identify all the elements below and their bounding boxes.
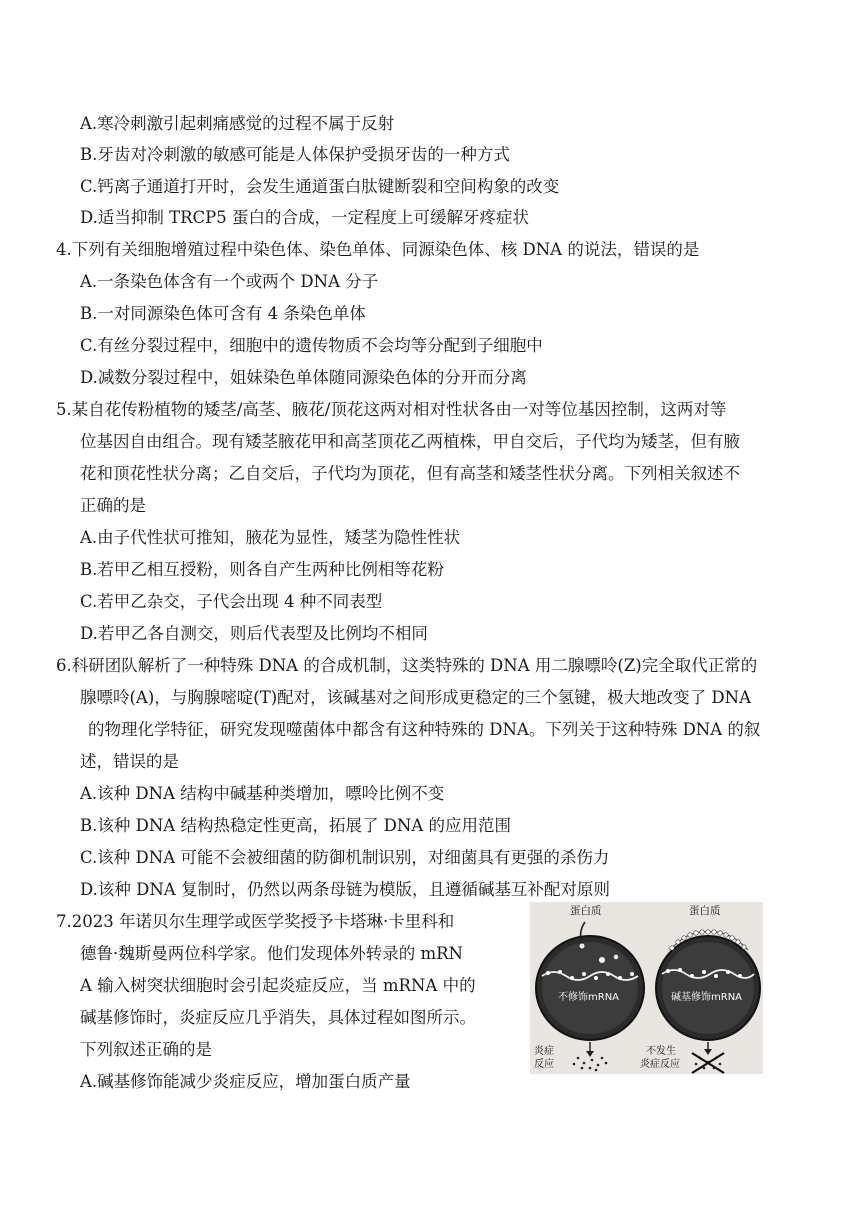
q3-option-a: A.寒冷刺激引起刺痛感觉的过程不属于反射 [80, 114, 395, 133]
q4-stem: 4.下列有关细胞增殖过程中染色体、染色单体、同源染色体、核 DNA 的说法，错误的是 [56, 240, 700, 259]
right-bottom-label-2: 炎症反应 [640, 1059, 680, 1070]
q3-option-c: C.钙离子通道打开时，会发生通道蛋白肽键断裂和空间构象的改变 [80, 177, 560, 196]
q6-stem-line: 的物理化学特征，研究发现噬菌体中都含有这种特殊的 DNA。下列关于这种特殊 DNA 的叙 [88, 720, 761, 739]
q5-option-a: A.由子代性状可推知，腋花为显性，矮茎为隐性性状 [80, 528, 461, 547]
q7-stem-line: 德鲁·魏斯曼两位科学家。他们发现体外转录的 mRN [80, 944, 463, 963]
q6-stem-line: 6.科研团队解析了一种特殊 DNA 的合成机制，这类特殊的 DNA 用二腺嘌呤(Z)完全取代正常的 [56, 656, 758, 675]
q7-stem-line: 碱基修饰时，炎症反应几乎消失，具体过程如图所示。 [80, 1008, 476, 1027]
q4-option-d: D.减数分裂过程中，姐妹染色单体随同源染色体的分开而分离 [80, 368, 527, 387]
q7-stem-line: 7.2023 年诺贝尔生理学或医学奖授予卡塔琳·卡里科和 [56, 912, 455, 931]
q5-option-d: D.若甲乙各自测交，则后代表型及比例均不相同 [80, 624, 428, 643]
q4-option-b: B.一对同源染色体可含有 4 条染色单体 [80, 304, 366, 323]
q5-stem-line: 正确的是 [80, 496, 146, 515]
q4-option-c: C.有丝分裂过程中，细胞中的遗传物质不会均等分配到子细胞中 [80, 336, 543, 355]
mrna-inflammation-figure [530, 902, 763, 1074]
left-top-label: 蛋白质 [570, 905, 602, 917]
figure-drawing [530, 902, 763, 1074]
right-bottom-label-1: 不发生 [646, 1046, 676, 1057]
q6-stem-line: 述，错误的是 [80, 752, 179, 771]
left-bottom-label-2: 反应 [534, 1059, 554, 1070]
q5-option-c: C.若甲乙杂交，子代会出现 4 种不同表型 [80, 592, 383, 611]
q6-option-c: C.该种 DNA 可能不会被细菌的防御机制识别，对细菌具有更强的杀伤力 [80, 848, 610, 867]
q6-option-a: A.该种 DNA 结构中碱基种类增加，嘌呤比例不变 [80, 784, 445, 803]
q4-option-a: A.一条染色体含有一个或两个 DNA 分子 [80, 272, 379, 291]
left-inflammation-dots [573, 1057, 608, 1072]
q6-option-b: B.该种 DNA 结构热稳定性更高，拓展了 DNA 的应用范围 [80, 816, 512, 835]
q5-stem-line: 位基因自由组合。现有矮茎腋花甲和高茎顶花乙两植株，甲自交后，子代均为矮茎，但有腋 [80, 432, 740, 451]
q7-stem-line: A 输入树突状细胞时会引起炎症反应，当 mRNA 中的 [80, 976, 476, 995]
q6-stem-line: 腺嘌呤(A)，与胸腺嘧啶(T)配对，该碱基对之间形成更稳定的三个氢键，极大地改变了 DNA [80, 688, 751, 707]
q7-option-a: A.碱基修饰能减少炎症反应，增加蛋白质产量 [80, 1072, 411, 1091]
q5-stem-line: 5.某自花传粉植物的矮茎/高茎、腋花/顶花这两对相对性状各由一对等位基因控制，这两对等 [56, 400, 727, 419]
right-top-label: 蛋白质 [689, 905, 721, 917]
q3-option-d: D.适当抑制 TRCP5 蛋白的合成，一定程度上可缓解牙疼症状 [80, 208, 530, 227]
q5-option-b: B.若甲乙相互授粉，则各自产生两种比例相等花粉 [80, 560, 444, 579]
q3-option-b: B.牙齿对冷刺激的敏感可能是人体保护受损牙齿的一种方式 [80, 145, 510, 164]
q6-option-d: D.该种 DNA 复制时，仍然以两条母链为模版，且遵循碱基互补配对原则 [80, 880, 610, 899]
q7-stem-line: 下列叙述正确的是 [80, 1040, 212, 1059]
left-bottom-label-1: 炎症 [534, 1046, 554, 1057]
q5-stem-line: 花和顶花性状分离；乙自交后，子代均为顶花，但有高茎和矮茎性状分离。下列相关叙述不 [80, 464, 740, 483]
right-cell-label: 碱基修饰mRNA [671, 992, 743, 1003]
left-cell-label: 不修饰mRNA [558, 992, 620, 1003]
